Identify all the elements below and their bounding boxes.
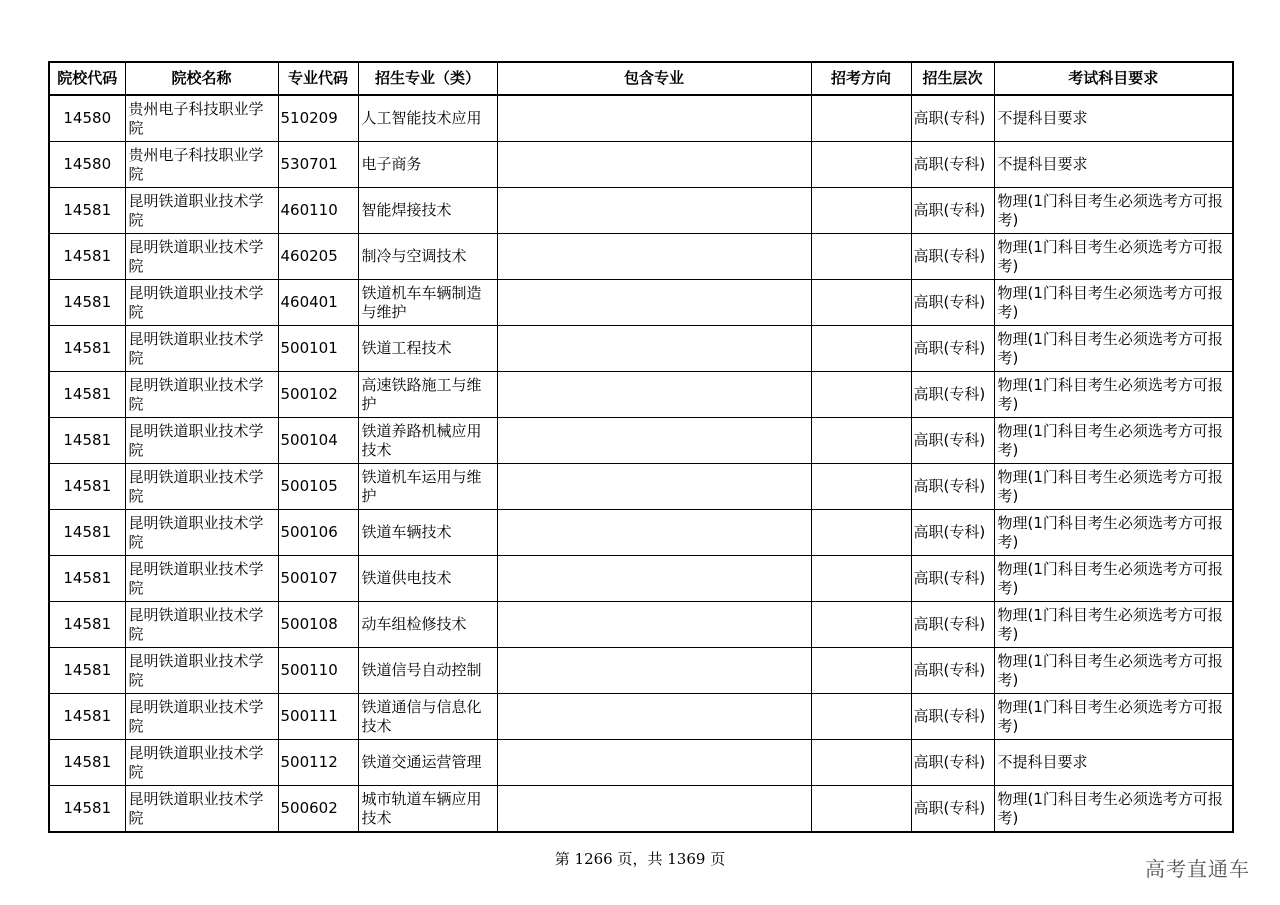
header-major-code: 专业代码 <box>278 62 358 95</box>
table-row <box>49 372 1233 418</box>
table-row <box>49 694 1233 740</box>
cell-included-majors <box>497 510 811 556</box>
cell-direction <box>811 510 911 556</box>
cell-major: 铁道工程技术 <box>358 326 497 372</box>
cell-major: 铁道机车车辆制造与维护 <box>358 280 497 326</box>
cell-major-code: 460401 <box>278 280 358 326</box>
cell-level: 高职(专科) <box>911 326 994 372</box>
cell-major-code: 500101 <box>278 326 358 372</box>
cell-major: 智能焊接技术 <box>358 188 497 234</box>
cell-included-majors <box>497 418 811 464</box>
cell-level: 高职(专科) <box>911 786 994 833</box>
cell-level: 高职(专科) <box>911 648 994 694</box>
cell-school-code: 14581 <box>49 556 125 602</box>
cell-subjects: 物理(1门科目考生必须选考方可报考) <box>994 372 1233 418</box>
cell-direction <box>811 464 911 510</box>
cell-level: 高职(专科) <box>911 142 994 188</box>
cell-major: 人工智能技术应用 <box>358 95 497 142</box>
table-row <box>49 602 1233 648</box>
cell-school-name: 昆明铁道职业技术学院 <box>125 556 278 602</box>
cell-major-code: 500104 <box>278 418 358 464</box>
cell-included-majors <box>497 142 811 188</box>
cell-level: 高职(专科) <box>911 694 994 740</box>
header-level: 招生层次 <box>911 62 994 95</box>
cell-direction <box>811 326 911 372</box>
cell-level: 高职(专科) <box>911 602 994 648</box>
cell-school-code: 14581 <box>49 694 125 740</box>
header-school-name: 院校名称 <box>125 62 278 95</box>
cell-subjects: 物理(1门科目考生必须选考方可报考) <box>994 326 1233 372</box>
cell-included-majors <box>497 95 811 142</box>
cell-direction <box>811 556 911 602</box>
cell-major: 高速铁路施工与维护 <box>358 372 497 418</box>
cell-direction <box>811 280 911 326</box>
cell-major-code: 500107 <box>278 556 358 602</box>
table-row <box>49 280 1233 326</box>
cell-subjects: 不提科目要求 <box>994 740 1233 786</box>
cell-direction <box>811 786 911 833</box>
cell-included-majors <box>497 602 811 648</box>
cell-major-code: 530701 <box>278 142 358 188</box>
header-direction: 招考方向 <box>811 62 911 95</box>
cell-level: 高职(专科) <box>911 95 994 142</box>
header-school-code: 院校代码 <box>49 62 125 95</box>
cell-major: 电子商务 <box>358 142 497 188</box>
cell-subjects: 物理(1门科目考生必须选考方可报考) <box>994 464 1233 510</box>
cell-major-code: 500102 <box>278 372 358 418</box>
cell-school-code: 14581 <box>49 280 125 326</box>
cell-school-name: 昆明铁道职业技术学院 <box>125 648 278 694</box>
table-row <box>49 188 1233 234</box>
cell-included-majors <box>497 234 811 280</box>
cell-subjects: 物理(1门科目考生必须选考方可报考) <box>994 694 1233 740</box>
cell-school-name: 贵州电子科技职业学院 <box>125 142 278 188</box>
cell-school-code: 14581 <box>49 510 125 556</box>
cell-school-code: 14581 <box>49 234 125 280</box>
cell-level: 高职(专科) <box>911 234 994 280</box>
cell-major-code: 510209 <box>278 95 358 142</box>
header-subjects: 考试科目要求 <box>994 62 1233 95</box>
cell-direction <box>811 142 911 188</box>
cell-direction <box>811 234 911 280</box>
cell-school-code: 14580 <box>49 142 125 188</box>
cell-school-code: 14580 <box>49 95 125 142</box>
cell-major-code: 500602 <box>278 786 358 833</box>
cell-direction <box>811 602 911 648</box>
table-row <box>49 464 1233 510</box>
cell-major: 铁道车辆技术 <box>358 510 497 556</box>
cell-school-name: 昆明铁道职业技术学院 <box>125 188 278 234</box>
cell-school-name: 昆明铁道职业技术学院 <box>125 280 278 326</box>
page-footer: 第 1266 页，共 1369 页 <box>554 850 726 868</box>
cell-school-code: 14581 <box>49 602 125 648</box>
cell-level: 高职(专科) <box>911 418 994 464</box>
cell-included-majors <box>497 464 811 510</box>
table-row <box>49 326 1233 372</box>
cell-school-name: 昆明铁道职业技术学院 <box>125 602 278 648</box>
cell-included-majors <box>497 280 811 326</box>
cell-subjects: 物理(1门科目考生必须选考方可报考) <box>994 602 1233 648</box>
cell-school-name: 昆明铁道职业技术学院 <box>125 234 278 280</box>
cell-level: 高职(专科) <box>911 740 994 786</box>
cell-direction <box>811 372 911 418</box>
table-row <box>49 95 1233 142</box>
cell-school-code: 14581 <box>49 188 125 234</box>
cell-school-code: 14581 <box>49 372 125 418</box>
cell-included-majors <box>497 786 811 833</box>
cell-subjects: 不提科目要求 <box>994 95 1233 142</box>
cell-level: 高职(专科) <box>911 188 994 234</box>
cell-subjects: 物理(1门科目考生必须选考方可报考) <box>994 786 1233 833</box>
cell-school-name: 昆明铁道职业技术学院 <box>125 694 278 740</box>
cell-direction <box>811 95 911 142</box>
cell-major-code: 500105 <box>278 464 358 510</box>
cell-school-name: 昆明铁道职业技术学院 <box>125 418 278 464</box>
cell-school-code: 14581 <box>49 740 125 786</box>
table-row <box>49 510 1233 556</box>
cell-major-code: 460110 <box>278 188 358 234</box>
cell-subjects: 物理(1门科目考生必须选考方可报考) <box>994 648 1233 694</box>
cell-major: 铁道养路机械应用技术 <box>358 418 497 464</box>
cell-major-code: 500112 <box>278 740 358 786</box>
header-major: 招生专业（类） <box>358 62 497 95</box>
cell-school-code: 14581 <box>49 786 125 833</box>
cell-school-name: 昆明铁道职业技术学院 <box>125 372 278 418</box>
cell-level: 高职(专科) <box>911 464 994 510</box>
cell-direction <box>811 740 911 786</box>
cell-included-majors <box>497 556 811 602</box>
cell-included-majors <box>497 326 811 372</box>
watermark: 高考直通车 <box>1145 857 1250 881</box>
cell-school-name: 昆明铁道职业技术学院 <box>125 326 278 372</box>
cell-school-code: 14581 <box>49 326 125 372</box>
cell-direction <box>811 694 911 740</box>
cell-school-name: 昆明铁道职业技术学院 <box>125 740 278 786</box>
cell-major-code: 500110 <box>278 648 358 694</box>
cell-major: 铁道交通运营管理 <box>358 740 497 786</box>
cell-subjects: 物理(1门科目考生必须选考方可报考) <box>994 418 1233 464</box>
cell-included-majors <box>497 648 811 694</box>
cell-school-name: 贵州电子科技职业学院 <box>125 95 278 142</box>
cell-direction <box>811 418 911 464</box>
cell-level: 高职(专科) <box>911 280 994 326</box>
cell-school-name: 昆明铁道职业技术学院 <box>125 510 278 556</box>
cell-level: 高职(专科) <box>911 372 994 418</box>
cell-subjects: 物理(1门科目考生必须选考方可报考) <box>994 556 1233 602</box>
cell-level: 高职(专科) <box>911 510 994 556</box>
cell-included-majors <box>497 740 811 786</box>
cell-major: 铁道通信与信息化技术 <box>358 694 497 740</box>
cell-major: 铁道供电技术 <box>358 556 497 602</box>
cell-level: 高职(专科) <box>911 556 994 602</box>
cell-subjects: 物理(1门科目考生必须选考方可报考) <box>994 188 1233 234</box>
table-row <box>49 786 1233 833</box>
cell-included-majors <box>497 694 811 740</box>
cell-major-code: 500111 <box>278 694 358 740</box>
cell-included-majors <box>497 372 811 418</box>
table-row <box>49 556 1233 602</box>
cell-major-code: 500108 <box>278 602 358 648</box>
cell-major: 铁道信号自动控制 <box>358 648 497 694</box>
table-row <box>49 740 1233 786</box>
cell-direction <box>811 648 911 694</box>
cell-major: 动车组检修技术 <box>358 602 497 648</box>
cell-school-code: 14581 <box>49 418 125 464</box>
cell-subjects: 物理(1门科目考生必须选考方可报考) <box>994 510 1233 556</box>
cell-school-name: 昆明铁道职业技术学院 <box>125 464 278 510</box>
cell-major-code: 500106 <box>278 510 358 556</box>
table-row <box>49 648 1233 694</box>
cell-subjects: 物理(1门科目考生必须选考方可报考) <box>994 234 1233 280</box>
cell-major: 铁道机车运用与维护 <box>358 464 497 510</box>
cell-direction <box>811 188 911 234</box>
cell-school-code: 14581 <box>49 648 125 694</box>
admissions-table <box>48 61 1234 833</box>
cell-major-code: 460205 <box>278 234 358 280</box>
table-row <box>49 418 1233 464</box>
header-included-majors: 包含专业 <box>497 62 811 95</box>
table-header-row <box>49 62 1233 95</box>
cell-major: 城市轨道车辆应用技术 <box>358 786 497 833</box>
table-row <box>49 234 1233 280</box>
cell-subjects: 不提科目要求 <box>994 142 1233 188</box>
table-row <box>49 142 1233 188</box>
cell-major: 制冷与空调技术 <box>358 234 497 280</box>
cell-subjects: 物理(1门科目考生必须选考方可报考) <box>994 280 1233 326</box>
cell-school-code: 14581 <box>49 464 125 510</box>
cell-included-majors <box>497 188 811 234</box>
cell-school-name: 昆明铁道职业技术学院 <box>125 786 278 833</box>
